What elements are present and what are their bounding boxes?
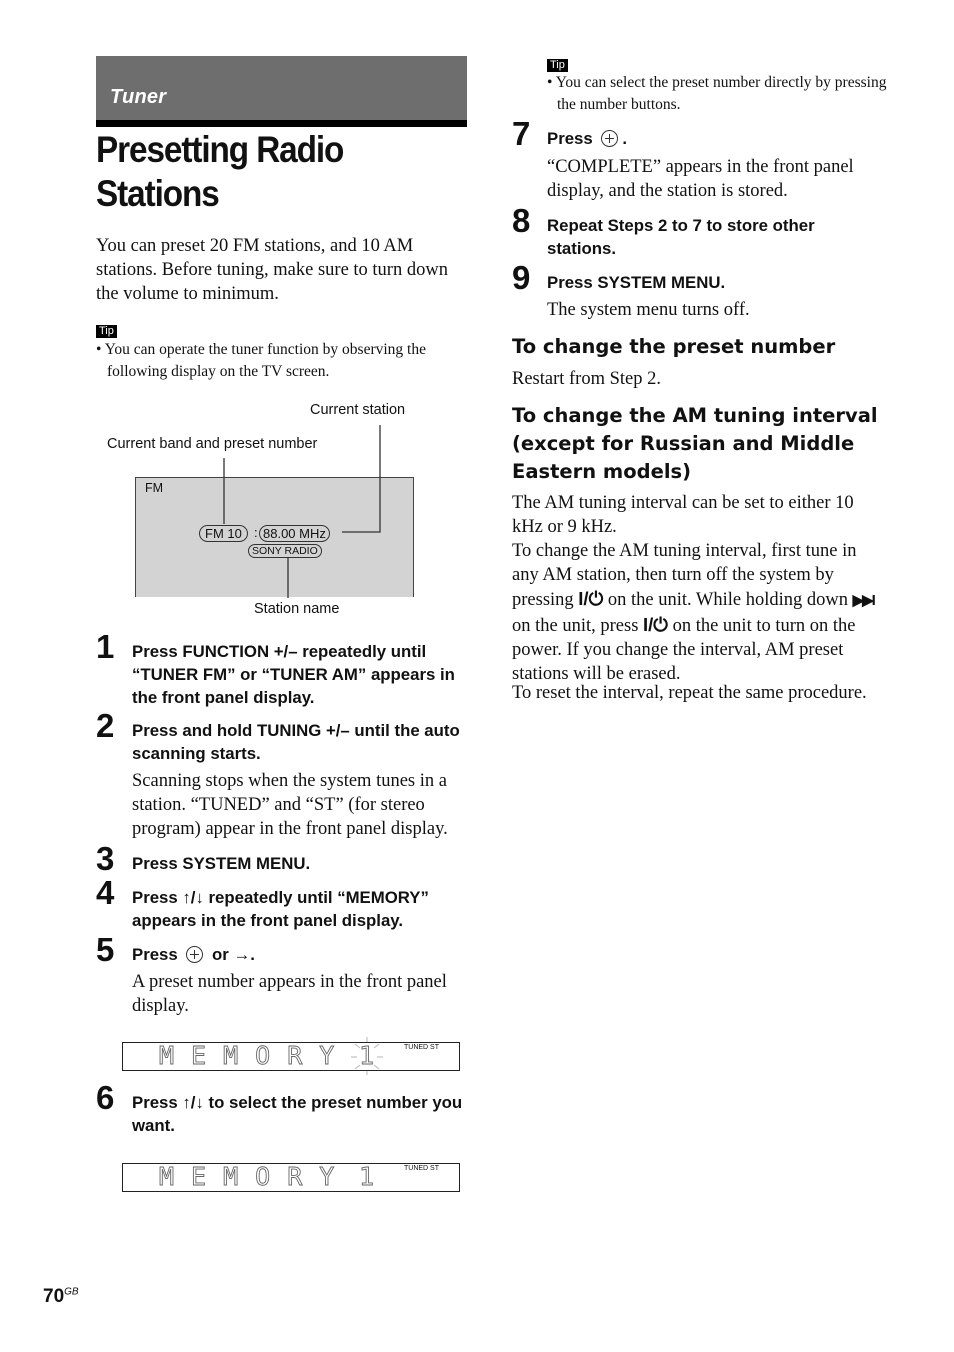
tip-text: • You can operate the tuner function by observing the following display on the TV screen. — [96, 341, 426, 380]
step-number: 8 — [512, 202, 531, 239]
step-heading: Press and hold TUNING +/– until the auto scanning starts. — [132, 721, 460, 763]
step-number: 4 — [96, 874, 115, 911]
label-current-station: Current station — [310, 402, 406, 418]
front-panel-display — [122, 1042, 460, 1071]
lcd-indicator: TUNED ST — [404, 1044, 439, 1051]
lcd-number: 1 — [359, 1162, 375, 1191]
station-name-display: SONY RADIO — [248, 544, 322, 558]
label-band-preset: Current band and preset number — [107, 436, 318, 452]
step-body: “COMPLETE” appears in the front panel display, and the station is stored. — [547, 157, 854, 201]
subheading-change-preset: To change the preset number — [512, 335, 836, 358]
step-heading: Press . — [547, 129, 628, 148]
tip-text: • You can select the preset number directly by pressing the number buttons. — [547, 74, 887, 113]
page-title: Presetting Radio Stations — [96, 129, 344, 214]
step-number: 7 — [512, 115, 531, 152]
step-number: 3 — [96, 840, 115, 877]
step-body: Scanning stops when the system tunes in a station. “TUNED” and “ST” (for stereo program) appear in the front panel display. — [132, 771, 448, 839]
step-heading: Press or →. — [132, 945, 255, 964]
am-interval-p2: To change the AM tuning interval, first tune in any AM station, then turn off the system by pressing I/⏻ on the unit. While holding down ▶▶I on the unit, press I/⏻ on the unit to turn on the power. If you change the interval, AM preset stations will be erased. — [512, 541, 874, 684]
step-heading: Press SYSTEM MENU. — [547, 273, 726, 292]
page-number: $70^{GB}$ — [43, 1286, 79, 1307]
label-station-name: Station name — [254, 601, 340, 617]
up-down-arrow-icon: ↑/↓ — [182, 888, 204, 907]
am-interval-p3: To reset the interval, repeat the same procedure. — [512, 683, 867, 703]
step-heading: Repeat Steps 2 to 7 to store other stations. — [547, 216, 815, 258]
frequency-display: 88.00 MHz — [259, 525, 330, 542]
step-heading: Press ↑/↓ to select the preset number you want. — [132, 1093, 463, 1135]
separator: : — [254, 525, 258, 540]
step-heading: Press SYSTEM MENU. — [132, 854, 311, 873]
step-number: 5 — [96, 931, 115, 968]
step-body: The system menu turns off. — [547, 300, 750, 320]
step-heading: Press FUNCTION +/– repeatedly until “TUNER FM” or “TUNER AM” appears in the front panel display. — [132, 642, 455, 707]
power-icon: I/⏻ — [643, 614, 668, 635]
change-preset-body: Restart from Step 2. — [512, 369, 662, 389]
right-arrow-icon: → — [233, 945, 251, 964]
tip-badge: Tip — [547, 59, 568, 72]
lcd-text: MEMORY — [159, 1041, 352, 1070]
lcd-text: MEMORY — [159, 1162, 352, 1191]
enter-button-icon — [186, 946, 203, 963]
subheading-am-interval: To change the AM tuning interval (except for Russian and Middle Eastern models) — [512, 404, 878, 483]
lcd-indicator: TUNED ST — [404, 1165, 439, 1172]
lcd-number: 1 — [359, 1041, 375, 1070]
step-number: 1 — [96, 628, 115, 665]
step-number: 9 — [512, 259, 531, 296]
intro-paragraph: You can preset 20 FM stations, and 10 AM stations. Before tuning, make sure to turn down the volume to minimum. — [96, 236, 448, 304]
step-number: 2 — [96, 707, 115, 744]
enter-button-icon — [601, 130, 618, 147]
step-heading: Press ↑/↓ repeatedly until “MEMORY” appears in the front panel display. — [132, 888, 429, 930]
up-down-arrow-icon: ↑/↓ — [182, 1093, 204, 1112]
power-icon: I/⏻ — [578, 588, 604, 609]
next-track-icon: ▶▶I — [852, 592, 874, 609]
tip-badge: Tip — [96, 325, 117, 338]
preset-display: FM 10 — [199, 525, 248, 542]
step-body: A preset number appears in the front panel display. — [132, 972, 447, 1016]
section-label: Tuner — [110, 86, 167, 108]
band-corner-label: FM — [145, 481, 164, 495]
am-interval-p1: The AM tuning interval can be set to either 10 kHz or 9 kHz. — [512, 493, 854, 537]
front-panel-display — [122, 1163, 460, 1192]
step-number: 6 — [96, 1079, 115, 1116]
